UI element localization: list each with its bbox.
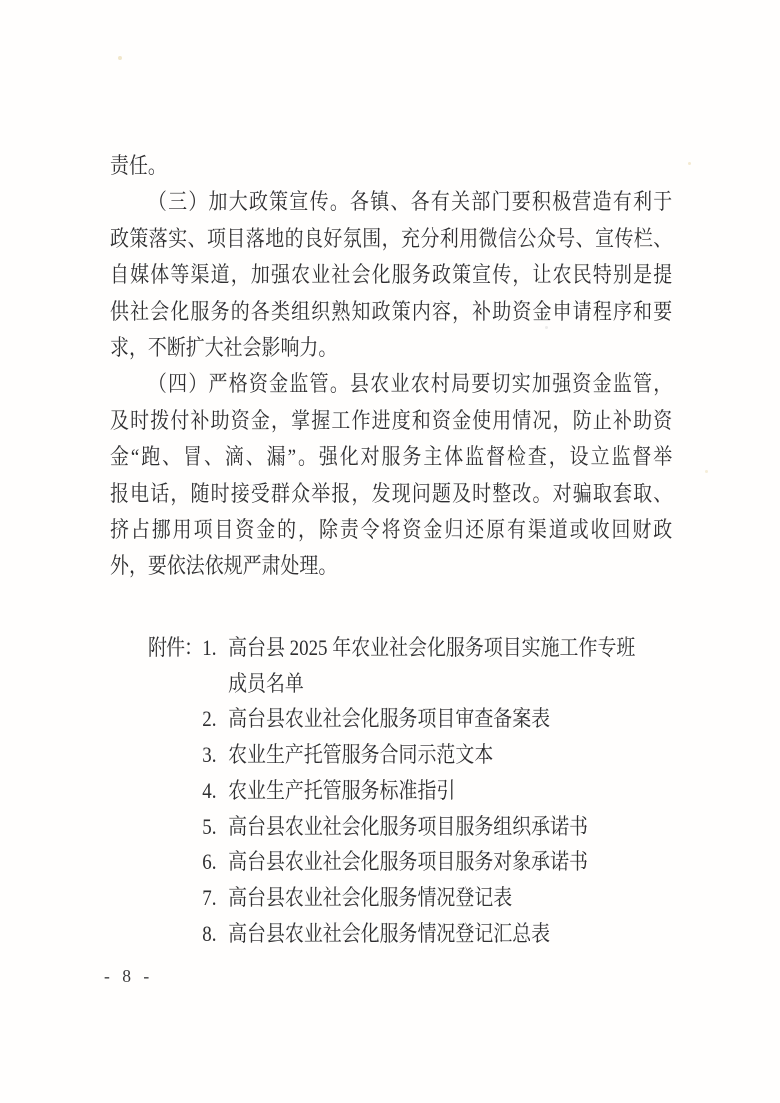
paragraph-4-line-6: 外，要依法依规严肃处理。 bbox=[110, 553, 338, 579]
attachment-item-1 bbox=[148, 630, 635, 666]
attachment-item-number: 4. bbox=[202, 777, 217, 803]
attachment-item-5 bbox=[148, 809, 635, 845]
attachment-item-6 bbox=[148, 844, 635, 880]
body-text-block bbox=[110, 148, 763, 585]
attachment-item-number: 1. bbox=[202, 635, 217, 660]
attachment-item-number: 2. bbox=[202, 706, 217, 732]
attachment-item-text: 高台县农业社会化服务项目审查备案表 bbox=[228, 706, 551, 732]
attachment-item-text: 高台县农业社会化服务项目服务组织承诺书 bbox=[228, 813, 588, 839]
paragraph-3-line-3: 自媒体等渠道，加强农业社会化服务政策宣传，让农民特别是提 bbox=[110, 262, 673, 288]
attachment-item-text: 成员名单 bbox=[228, 670, 304, 696]
attachment-item-number: 6. bbox=[202, 849, 217, 875]
attachment-item-2 bbox=[148, 701, 635, 737]
paragraph-4-line-5: 挤占挪用项目资金的，除责令将资金归还原有渠道或收回财政 bbox=[110, 517, 673, 543]
attachment-item-7 bbox=[148, 880, 635, 916]
attachment-item-3 bbox=[148, 737, 635, 773]
spacer bbox=[148, 916, 202, 952]
attachment-item-text: 农业生产托管服务合同示范文本 bbox=[228, 742, 494, 768]
attachment-item-text: 高台县 2025 年农业社会化服务项目实施工作专班 bbox=[228, 635, 636, 660]
attachment-item-8 bbox=[148, 916, 635, 952]
paragraph-4-line-1: （四）严格资金监管。县农业农村局要切实加强资金监管， bbox=[147, 371, 673, 397]
attachment-item-number: 5. bbox=[202, 813, 217, 839]
paragraph-4-line-2: 及时拨付补助资金，掌握工作进度和资金使用情况，防止补助资 bbox=[110, 407, 673, 433]
spacer bbox=[202, 666, 228, 702]
paragraph-3-line-2: 政策落实、项目落地的良好氛围，充分利用微信公众号、宣传栏、 bbox=[110, 225, 673, 251]
spacer bbox=[148, 773, 202, 809]
attachment-item-text: 高台县农业社会化服务项目服务对象承诺书 bbox=[228, 849, 588, 875]
spacer bbox=[148, 809, 202, 845]
spacer bbox=[148, 701, 202, 737]
paragraph-4-line-4: 报电话，随时接受群众举报，发现问题及时整改。对骗取套取、 bbox=[110, 480, 673, 506]
attachment-item-4 bbox=[148, 773, 635, 809]
attachment-item-text: 农业生产托管服务标准指引 bbox=[228, 777, 456, 803]
paragraph-4-line-3: 金“跑、冒、滴、漏”。强化对服务主体监督检查，设立监督举 bbox=[110, 444, 673, 470]
attachment-item-text: 高台县农业社会化服务情况登记表 bbox=[228, 884, 513, 910]
attachments-label: 附件： bbox=[148, 635, 203, 660]
spacer bbox=[148, 880, 202, 916]
spacer bbox=[148, 666, 202, 702]
paragraph-3-line-5: 求，不断扩大社会影响力。 bbox=[110, 335, 338, 361]
attachment-item-number: 7. bbox=[202, 884, 217, 910]
spacer bbox=[148, 737, 202, 773]
page-number: - 8 - bbox=[104, 966, 153, 986]
attachment-item-1-continuation bbox=[148, 666, 635, 702]
spacer bbox=[148, 844, 202, 880]
attachment-item-number: 8. bbox=[202, 920, 217, 946]
attachment-item-number: 3. bbox=[202, 742, 217, 768]
paragraph-3-line-1: （三）加大政策宣传。各镇、各有关部门要积极营造有利于 bbox=[147, 189, 673, 215]
attachments-block bbox=[148, 630, 714, 951]
attachment-item-text: 高台县农业社会化服务情况登记汇总表 bbox=[228, 920, 551, 946]
body-line-prev-paragraph-end: 责任。 bbox=[110, 153, 167, 178]
paragraph-3-line-4: 供社会化服务的各类组织熟知政策内容，补助资金申请程序和要 bbox=[110, 298, 673, 324]
scan-speck bbox=[118, 56, 122, 60]
